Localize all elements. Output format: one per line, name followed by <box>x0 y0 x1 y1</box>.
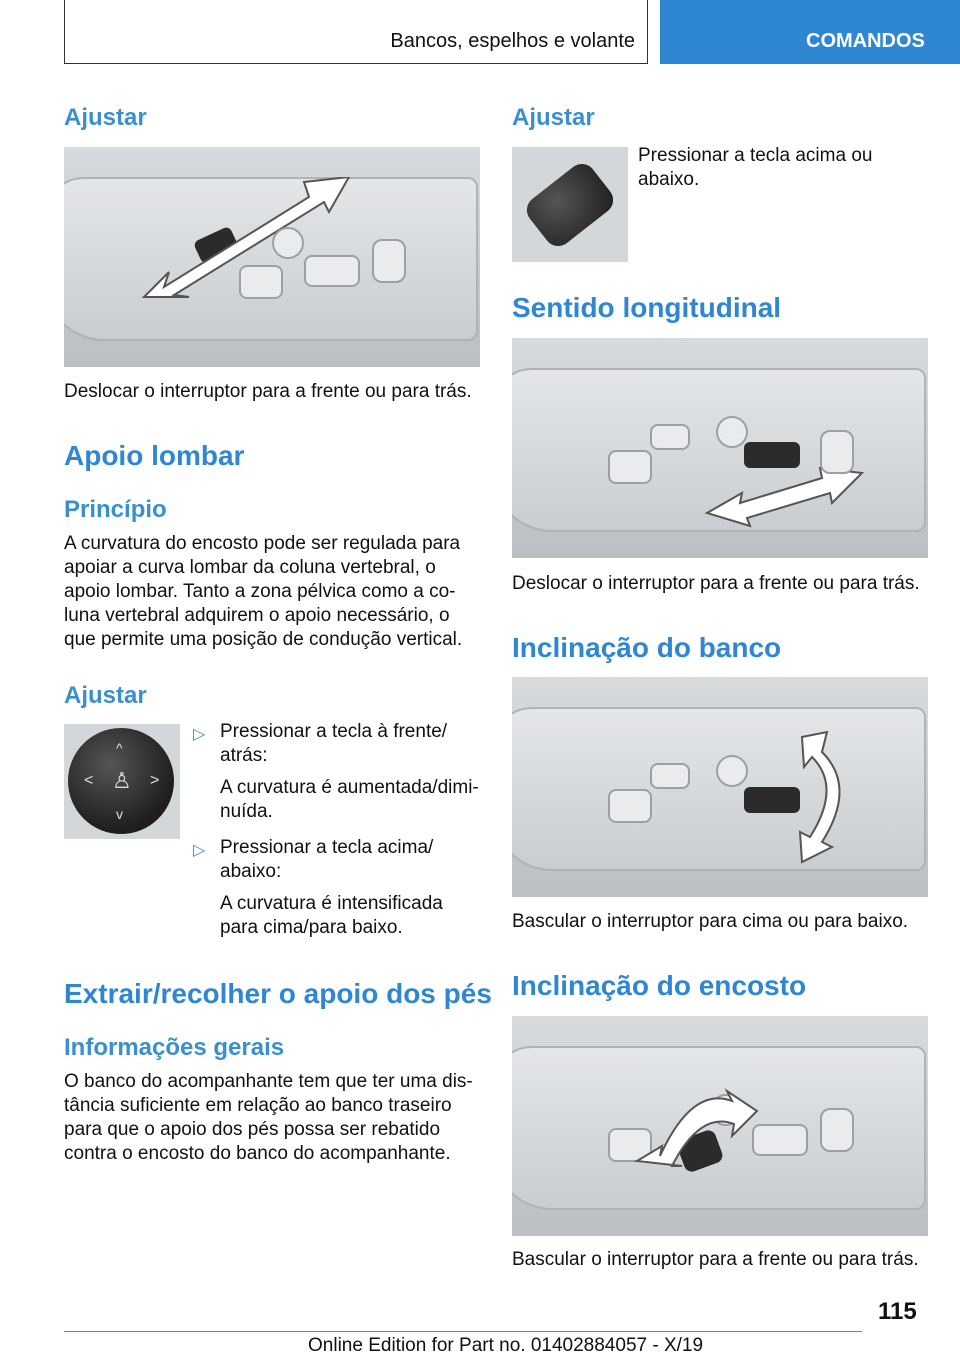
caption-sentido: Deslocar o interruptor para a frente ou para trás. <box>512 573 920 594</box>
seat-switch-image-3 <box>512 677 928 897</box>
text-line: luna vertebral adquirem o apoio necessário, o <box>64 605 450 626</box>
ajustar3-text <box>638 144 938 192</box>
text-line: apoiar a curva lombar da coluna vertebral, o <box>64 557 436 578</box>
header-chapter-tab <box>660 0 960 64</box>
caption-encosto: Bascular o interruptor para a frente ou para trás. <box>512 1249 919 1270</box>
text-line: Pressionar a tecla acima ou <box>638 145 873 166</box>
seat-button-small <box>650 763 690 789</box>
text-line: tância suficiente em relação ao banco traseiro <box>64 1095 452 1116</box>
seat-switch-image-4 <box>512 1016 928 1236</box>
heading-inclinacao-banco: Inclinação do banco <box>512 632 782 663</box>
caption-1: Deslocar o interruptor para a frente ou para trás. <box>64 381 472 402</box>
text-line: que permite uma posição de condução vertical. <box>64 629 463 650</box>
principio-paragraph <box>64 532 484 652</box>
heading-info-gerais: Informações gerais <box>64 1034 285 1061</box>
rocker-key <box>521 158 619 251</box>
bullet-1-line: atrás: <box>220 745 268 766</box>
seat-button-small <box>239 265 283 299</box>
text-line: A curvatura do encosto pode ser regulada para <box>64 533 461 554</box>
curved-double-arrow-icon <box>782 727 872 867</box>
seat-button-medium <box>304 255 360 287</box>
text-line: apoio lombar. Tanto a zona pélvica como a co‐ <box>64 581 456 602</box>
text-line: para que o apoio dos pés possa ser rebatido <box>64 1119 441 1140</box>
heading-ajustar-3: Ajustar <box>512 104 595 131</box>
bullet-2-line: Pressionar a tecla acima/ <box>220 837 434 858</box>
info-paragraph <box>64 1070 484 1166</box>
heading-sentido-longitudinal: Sentido longitudinal <box>512 292 782 323</box>
text-line: abaixo. <box>638 169 700 190</box>
seat-button-small <box>650 424 690 450</box>
bullet-1-result: A curvatura é aumentada/dimi‐ <box>220 777 479 798</box>
chevron-up-icon: ^ <box>116 740 123 756</box>
heading-ajustar-1: Ajustar <box>64 104 147 131</box>
lumbar-switch-image <box>64 724 180 839</box>
footer-edition: Online Edition for Part no. 01402884057 - X/19 <box>308 1335 704 1356</box>
seat-button-backrest <box>372 239 406 283</box>
heading-ajustar-2: Ajustar <box>64 682 147 709</box>
heading-principio: Princípio <box>64 496 167 523</box>
bullet-triangle-icon: ▷ <box>193 842 206 859</box>
seat-button-cushion <box>608 789 652 823</box>
bullet-2-result: para cima/para baixo. <box>220 917 403 938</box>
bullet-2-result: A curvatura é intensificada <box>220 893 443 914</box>
chevron-left-icon: < <box>84 772 94 789</box>
bullet-1-line: Pressionar a tecla à frente/ <box>220 721 448 742</box>
heading-extrair: Extrair/recolher o apoio dos pés <box>64 978 492 1009</box>
caption-banco: Bascular o interruptor para cima ou para baixo. <box>512 911 909 932</box>
chevron-down-icon: v <box>116 806 123 822</box>
header-chapter-title: COMANDOS <box>806 30 925 52</box>
round-knob <box>716 755 748 787</box>
seat-switch-image-1 <box>64 147 480 367</box>
header-section-box <box>64 0 648 64</box>
page-number: 115 <box>878 1298 917 1325</box>
curved-double-arrow-icon <box>632 1066 762 1176</box>
seat-switch-image-2 <box>512 338 928 558</box>
footer-divider <box>64 1331 862 1332</box>
seat-button-backrest <box>820 430 854 474</box>
text-line: contra o encosto do banco do acompanhante. <box>64 1143 451 1164</box>
seat-icon: ♙ <box>112 768 132 793</box>
heading-inclinacao-encosto: Inclinação do encosto <box>512 970 807 1001</box>
text-line: O banco do acompanhante tem que ter uma dis‐ <box>64 1071 473 1092</box>
header-section-title: Bancos, espelhos e volante <box>390 30 635 52</box>
heading-apoio-lombar: Apoio lombar <box>64 440 245 471</box>
seat-button-backrest <box>820 1108 854 1152</box>
key-image <box>512 147 628 262</box>
bullet-1-result: nuída. <box>220 801 273 822</box>
chevron-right-icon: > <box>150 772 160 789</box>
bullet-triangle-icon: ▷ <box>193 726 206 743</box>
round-knob <box>272 227 304 259</box>
bullet-2-line: abaixo: <box>220 861 282 882</box>
seat-button-cushion <box>608 450 652 484</box>
bullet-1 <box>220 720 480 824</box>
bullet-2 <box>220 836 480 940</box>
